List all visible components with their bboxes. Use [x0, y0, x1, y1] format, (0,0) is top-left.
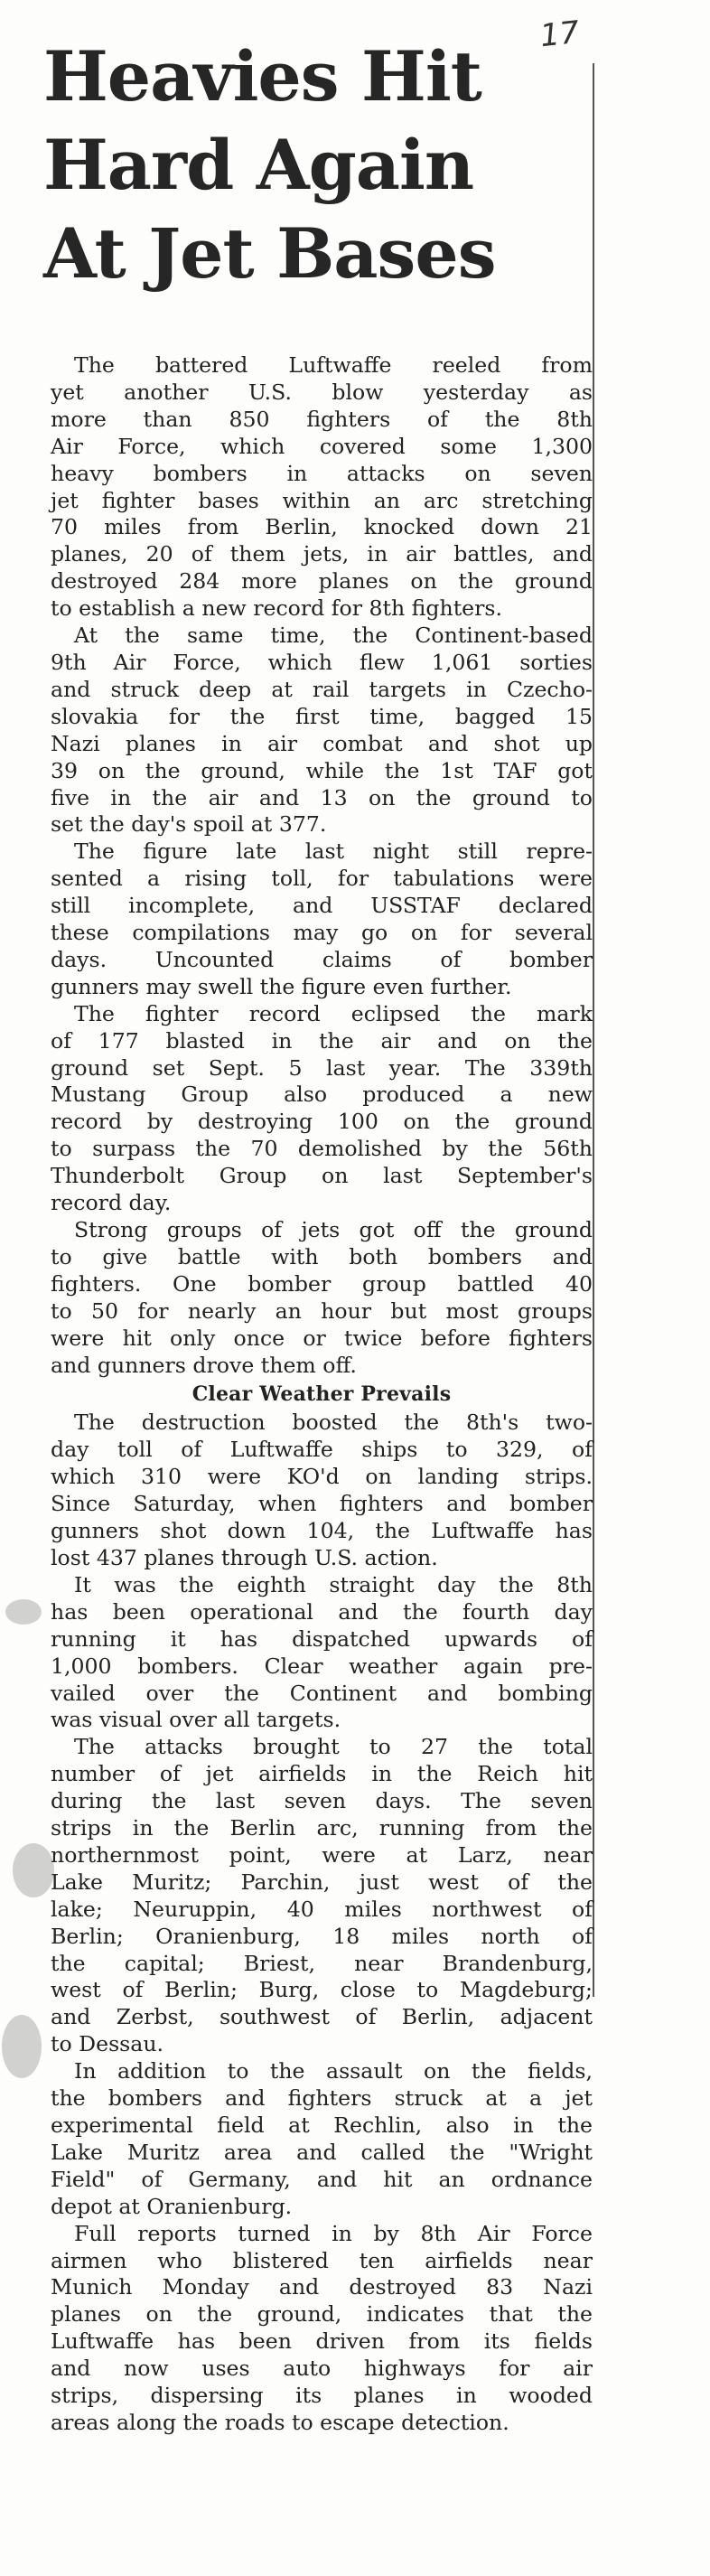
text-line: these compilations may go on for several [51, 920, 593, 946]
article-body [51, 352, 593, 2437]
text-line: Since Saturday, when fighters and bomber [51, 1491, 593, 1517]
text-line: west of Berlin; Burg, close to Magdeburg; [51, 1977, 593, 2003]
text-line: record day. [51, 1190, 172, 1216]
text-line: northernmost point, were at Larz, near [51, 1841, 593, 1868]
text-line: airmen who blistered ten airfields near [51, 2247, 593, 2273]
text-line: was visual over all targets. [51, 1707, 341, 1733]
text-line: the capital; Briest, near Brandenburg, [51, 1950, 593, 1976]
text-line: vailed over the Continent and bombing [51, 1680, 593, 1706]
text-line: The battered Luftwaffe reeled from [74, 352, 593, 378]
text-line: running it has dispatched upwards of [51, 1625, 593, 1652]
text-line: The attacks brought to 27 the total [74, 1734, 593, 1760]
text-line: The figure late last night still repre- [74, 838, 593, 865]
text-line: The fighter record eclipsed the mark [74, 1000, 593, 1026]
text-line: gunners shot down 104, the Luftwaffe has [51, 1518, 593, 1544]
article-paragraph [51, 623, 593, 838]
text-line: to 50 for nearly an hour but most groups [51, 1297, 593, 1324]
headline-line-3: At Jet Bases [43, 213, 496, 294]
text-line: Munich Monday and destroyed 83 Nazi [51, 2274, 593, 2300]
text-line: planes, 20 of them jets, in air battles, and [51, 541, 593, 567]
text-line: were hit only once or twice before fighters [51, 1325, 593, 1351]
text-line: strips in the Berlin arc, running from the [51, 1815, 593, 1841]
section-subhead: Clear Weather Prevails [192, 1382, 452, 1407]
text-line: Luftwaffe has been driven from its fields [51, 2328, 593, 2355]
text-line: Berlin; Oranienburg, 18 miles north of [51, 1923, 593, 1949]
text-line: sented a rising toll, for tabulations were [51, 866, 593, 892]
text-line: record by destroying 100 on the ground [51, 1109, 593, 1135]
text-line: days. Uncounted claims of bomber [51, 946, 593, 972]
text-line: planes on the ground, indicates that the [51, 2301, 593, 2328]
text-line: destroyed 284 more planes on the ground [51, 568, 593, 595]
text-line: and Zerbst, southwest of Berlin, adjacent [51, 2004, 593, 2030]
text-line: more than 850 fighters of the 8th [51, 406, 593, 432]
text-line: still incomplete, and USSTAF declared [51, 893, 593, 919]
text-line: 70 miles from Berlin, knocked down 21 [51, 514, 593, 540]
text-line: to Dessau. [51, 2031, 164, 2057]
text-line: day toll of Luftwaffe ships to 329, of [51, 1437, 593, 1463]
text-line: Lake Muritz area and called the "Wright [51, 2139, 593, 2165]
text-line: heavy bombers in attacks on seven [51, 460, 593, 486]
article-paragraph [51, 1410, 593, 1571]
text-line: ground set Sept. 5 last year. The 339th [51, 1054, 593, 1081]
article-paragraph [51, 2221, 593, 2437]
headline-line-1: Heavies Hit [43, 36, 481, 117]
text-line: lake; Neuruppin, 40 miles northwest of [51, 1896, 593, 1922]
text-line: The destruction boosted the 8th's two- [74, 1410, 593, 1436]
text-line: number of jet airfields in the Reich hit [51, 1761, 593, 1787]
article-paragraph [51, 352, 593, 623]
text-line: Mustang Group also produced a new [51, 1082, 593, 1108]
print-smudge [5, 1599, 42, 1625]
article-paragraph [51, 2058, 593, 2220]
article-paragraph [51, 1001, 593, 1217]
text-line: slovakia for the first time, bagged 15 [51, 703, 593, 729]
text-line: during the last seven days. The seven [51, 1788, 593, 1814]
text-line: jet fighter bases within an arc stretching [51, 487, 593, 513]
text-line: and now uses auto highways for air [51, 2356, 593, 2382]
text-line: and gunners drove them off. [51, 1352, 357, 1378]
article-paragraph [51, 1734, 593, 2058]
text-line: depot at Oranienburg. [51, 2193, 293, 2219]
text-line: Field" of Germany, and hit an ordnance [51, 2166, 593, 2192]
text-line: 9th Air Force, which flew 1,061 sorties [51, 649, 593, 675]
headline-line-2: Hard Again [43, 125, 474, 205]
text-line: Air Force, which covered some 1,300 [51, 433, 593, 459]
text-line: 39 on the ground, while the 1st TAF got [51, 757, 593, 783]
text-line: In addition to the assault on the fields, [74, 2058, 593, 2084]
text-line: and struck deep at rail targets in Czecho- [51, 676, 593, 702]
text-line: experimental field at Rechlin, also in the [51, 2112, 593, 2138]
text-line: of 177 blasted in the air and on the [51, 1027, 593, 1054]
text-line: It was the eighth straight day the 8th [74, 1571, 593, 1597]
article-paragraph [51, 1217, 593, 1379]
text-line: 1,000 bombers. Clear weather again pre- [51, 1653, 593, 1679]
print-smudge [2, 2015, 42, 2078]
text-line: to give battle with both bombers and [51, 1243, 593, 1269]
article-paragraph [51, 1572, 593, 1734]
text-line: to surpass the 70 demolished by the 56th [51, 1136, 593, 1162]
text-line: Nazi planes in air combat and shot up [51, 730, 593, 756]
text-line: to establish a new record for 8th fighters. [51, 595, 503, 622]
text-line: the bombers and fighters struck at a jet [51, 2085, 593, 2112]
text-line: gunners may swell the figure even further. [51, 973, 512, 999]
handwritten-page-number: 17 [538, 14, 582, 55]
headline [43, 33, 603, 298]
text-line: Strong groups of jets got off the ground [74, 1217, 593, 1242]
text-line: yet another U.S. blow yesterday as [51, 379, 593, 405]
text-line: Lake Muritz; Parchin, just west of the [51, 1869, 593, 1895]
text-line: which 310 were KO'd on landing strips. [51, 1464, 593, 1490]
column-rule [593, 63, 594, 1997]
article-paragraph [51, 838, 593, 1000]
print-smudge [13, 1843, 54, 1897]
text-line: Full reports turned in by 8th Air Force [74, 2220, 593, 2246]
text-line: strips, dispersing its planes in wooded [51, 2383, 593, 2409]
text-line: Thunderbolt Group on last September's [51, 1163, 593, 1189]
text-line: has been operational and the fourth day [51, 1598, 593, 1625]
text-line: At the same time, the Continent-based [74, 623, 593, 649]
text-line: set the day's spoil at 377. [51, 811, 327, 838]
text-line: areas along the roads to escape detection. [51, 2409, 509, 2435]
text-line: five in the air and 13 on the ground to [51, 784, 593, 810]
text-line: lost 437 planes through U.S. action. [51, 1544, 438, 1570]
text-line: fighters. One bomber group battled 40 [51, 1270, 593, 1297]
